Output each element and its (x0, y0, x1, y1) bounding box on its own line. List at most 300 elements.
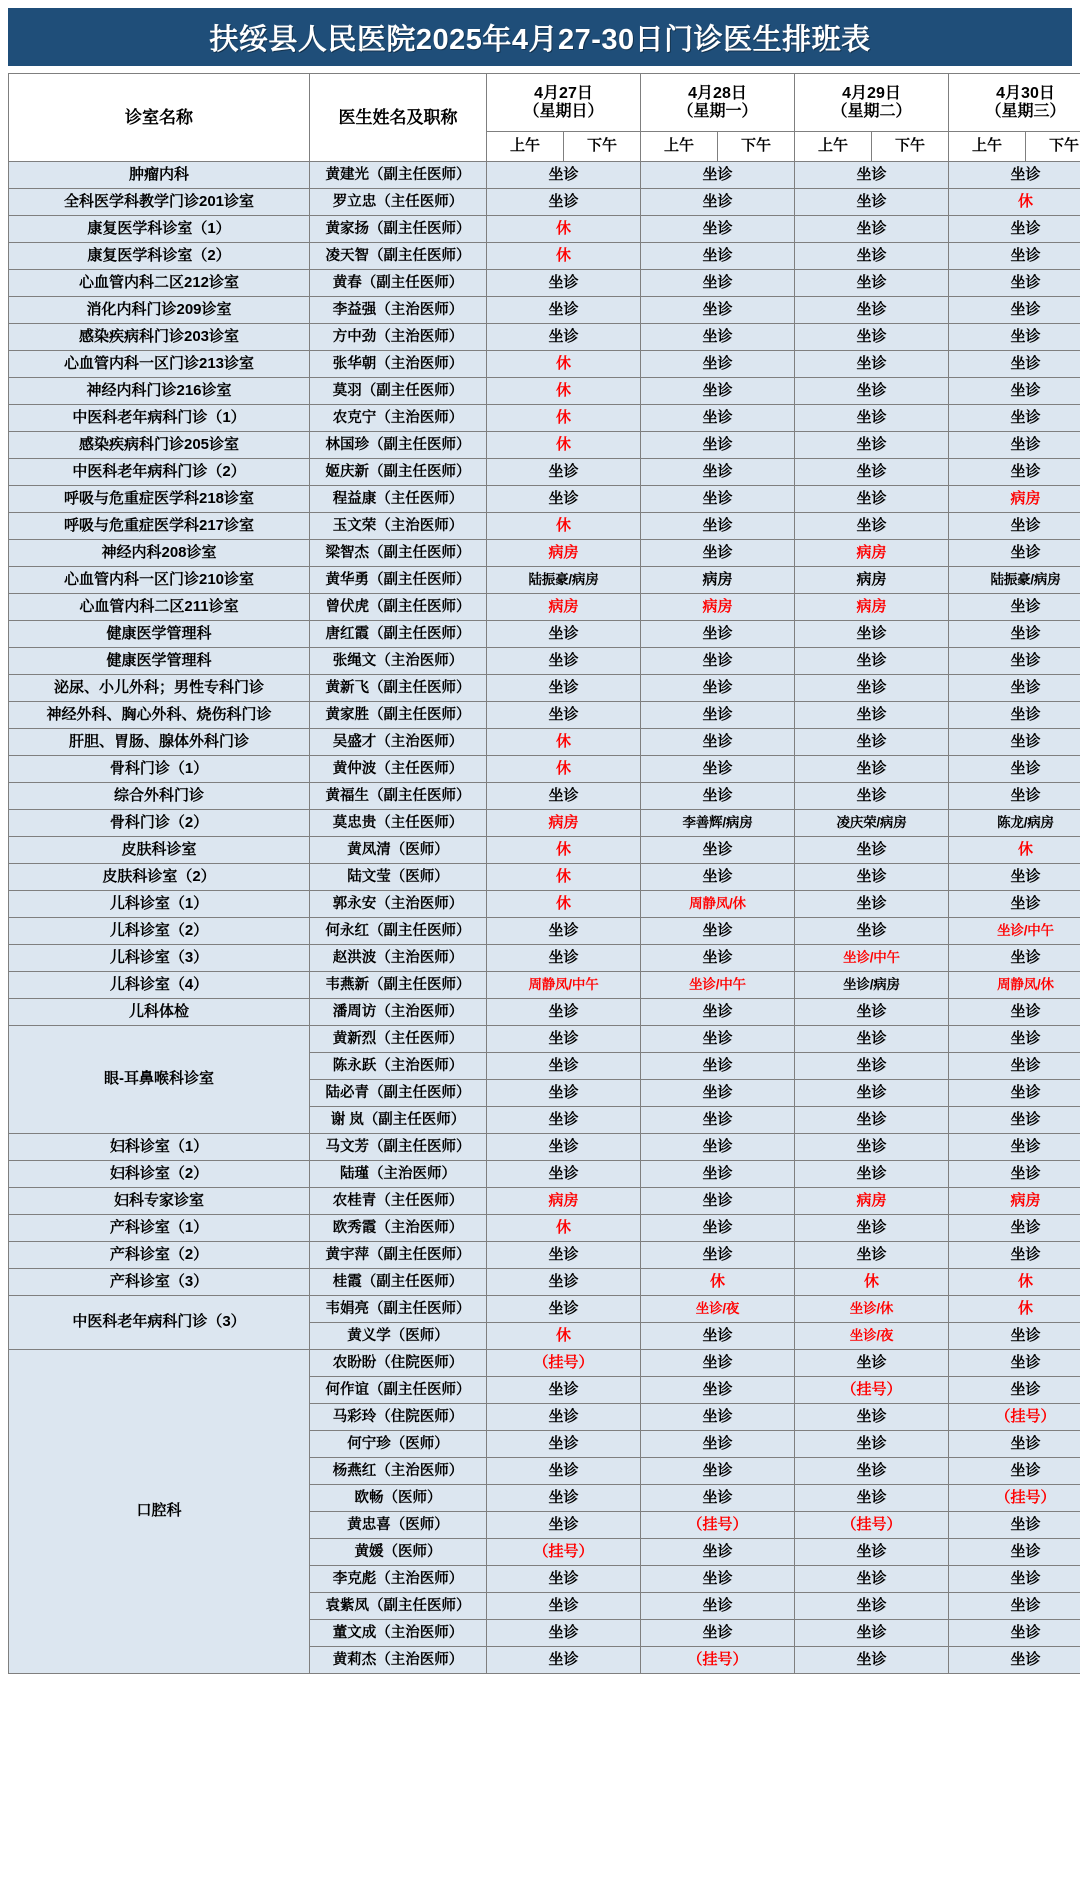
schedule-cell-day-1: 坐诊 (641, 783, 795, 810)
table-row (9, 1269, 1080, 1296)
dept-name-cell: 泌尿、小儿外科；男性专科门诊 (9, 675, 310, 702)
doctor-name-cell: 郭永安（主治医师） (310, 891, 487, 918)
doctor-name-cell: 方中劲（主治医师） (310, 324, 487, 351)
header-day-1-am: 上午 (641, 132, 718, 162)
schedule-cell-day-2: 坐诊 (795, 297, 949, 324)
schedule-cell-day-0: 坐诊 (487, 270, 641, 297)
table-row (9, 756, 1080, 783)
header-dept-column: 诊室名称 (9, 74, 310, 162)
schedule-cell-day-2: 病房 (795, 1188, 949, 1215)
schedule-cell-day-1: 坐诊 (641, 1188, 795, 1215)
schedule-cell-day-2: 凌庆荣/病房 (795, 810, 949, 837)
dept-name-cell: 产科诊室（3） (9, 1269, 310, 1296)
schedule-cell-day-3: 坐诊 (949, 432, 1080, 459)
dept-name-cell: 健康医学管理科 (9, 621, 310, 648)
dept-name-cell: 神经内科208诊室 (9, 540, 310, 567)
schedule-cell-day-2: 坐诊 (795, 486, 949, 513)
table-row (9, 945, 1080, 972)
schedule-cell-day-2: 坐诊 (795, 999, 949, 1026)
schedule-cell-day-1: 坐诊 (641, 189, 795, 216)
schedule-cell-day-3: 坐诊 (949, 1377, 1080, 1404)
schedule-cell-day-0: 坐诊 (487, 999, 641, 1026)
schedule-cell-day-1: 坐诊 (641, 1053, 795, 1080)
schedule-cell-day-1: 坐诊/中午 (641, 972, 795, 999)
dept-name-cell: 妇科诊室（2） (9, 1161, 310, 1188)
schedule-cell-day-0: 坐诊 (487, 945, 641, 972)
doctor-name-cell: 马文芳（副主任医师） (310, 1134, 487, 1161)
schedule-cell-day-0: （挂号） (487, 1539, 641, 1566)
schedule-cell-day-0: 休 (487, 1323, 641, 1350)
schedule-cell-day-3: 坐诊 (949, 1593, 1080, 1620)
doctor-name-cell: 黄春（副主任医师） (310, 270, 487, 297)
schedule-cell-day-1: 坐诊 (641, 243, 795, 270)
schedule-cell-day-2: 坐诊/休 (795, 1296, 949, 1323)
header-day-1-weekday: （星期一） (677, 102, 758, 120)
schedule-cell-day-3: 周静凤/休 (949, 972, 1080, 999)
schedule-cell-day-0: 坐诊 (487, 1593, 641, 1620)
dept-name-cell: 消化内科门诊209诊室 (9, 297, 310, 324)
schedule-cell-day-2: 坐诊/中午 (795, 945, 949, 972)
dept-name-cell: 产科诊室（2） (9, 1242, 310, 1269)
schedule-cell-day-2: 坐诊 (795, 405, 949, 432)
dept-name-cell: 呼吸与危重症医学科218诊室 (9, 486, 310, 513)
schedule-cell-day-2: 坐诊 (795, 189, 949, 216)
schedule-cell-day-1: 坐诊 (641, 1026, 795, 1053)
schedule-cell-day-1: 坐诊 (641, 756, 795, 783)
schedule-cell-day-3: 坐诊 (949, 1053, 1080, 1080)
doctor-name-cell: 谢 岚（副主任医师） (310, 1107, 487, 1134)
schedule-cell-day-3: （挂号） (949, 1404, 1080, 1431)
schedule-cell-day-0: 坐诊 (487, 1242, 641, 1269)
doctor-name-cell: 程益康（主任医师） (310, 486, 487, 513)
schedule-cell-day-2: 病房 (795, 540, 949, 567)
table-row (9, 459, 1080, 486)
schedule-cell-day-0: 坐诊 (487, 297, 641, 324)
schedule-cell-day-0: 休 (487, 837, 641, 864)
schedule-cell-day-3: 坐诊 (949, 675, 1080, 702)
schedule-cell-day-0: 坐诊 (487, 1107, 641, 1134)
doctor-name-cell: 黄宇萍（副主任医师） (310, 1242, 487, 1269)
schedule-cell-day-2: 休 (795, 1269, 949, 1296)
table-row (9, 1350, 1080, 1377)
schedule-cell-day-0: 坐诊 (487, 1485, 641, 1512)
schedule-cell-day-0: 休 (487, 729, 641, 756)
doctor-name-cell: 吴盛才（主治医师） (310, 729, 487, 756)
schedule-cell-day-3: 坐诊 (949, 1323, 1080, 1350)
schedule-cell-day-1: 坐诊 (641, 864, 795, 891)
schedule-cell-day-2: 坐诊 (795, 756, 949, 783)
doctor-name-cell: 李克彪（主治医师） (310, 1566, 487, 1593)
schedule-cell-day-2: 坐诊 (795, 621, 949, 648)
doctor-name-cell: 黄新飞（副主任医师） (310, 675, 487, 702)
schedule-cell-day-3: 病房 (949, 486, 1080, 513)
schedule-cell-day-3: 坐诊 (949, 297, 1080, 324)
doctor-name-cell: 黄家扬（副主任医师） (310, 216, 487, 243)
schedule-cell-day-0: 坐诊 (487, 621, 641, 648)
table-row (9, 189, 1080, 216)
doctor-name-cell: 黄仲波（主任医师） (310, 756, 487, 783)
doctor-name-cell: 凌天智（副主任医师） (310, 243, 487, 270)
schedule-cell-day-3: 休 (949, 837, 1080, 864)
schedule-cell-day-2: 坐诊 (795, 324, 949, 351)
schedule-cell-day-1: 坐诊 (641, 702, 795, 729)
schedule-cell-day-3: 休 (949, 1269, 1080, 1296)
schedule-cell-day-2: 坐诊 (795, 459, 949, 486)
dept-name-cell: 呼吸与危重症医学科217诊室 (9, 513, 310, 540)
schedule-cell-day-1: 坐诊 (641, 405, 795, 432)
table-row (9, 216, 1080, 243)
dept-name-cell: 康复医学科诊室（1） (9, 216, 310, 243)
doctor-name-cell: 陆瑾（主治医师） (310, 1161, 487, 1188)
schedule-cell-day-2: 坐诊 (795, 1134, 949, 1161)
page-title: 扶绥县人民医院2025年4月27-30日门诊医生排班表 (209, 23, 871, 56)
table-row (9, 675, 1080, 702)
doctor-name-cell: 姬庆新（副主任医师） (310, 459, 487, 486)
title-banner (8, 8, 1072, 66)
doctor-name-cell: 曾伏虎（副主任医师） (310, 594, 487, 621)
schedule-cell-day-0: 休 (487, 891, 641, 918)
schedule-cell-day-3: 坐诊/中午 (949, 918, 1080, 945)
table-row (9, 1188, 1080, 1215)
schedule-cell-day-0: 坐诊 (487, 675, 641, 702)
schedule-cell-day-2: 坐诊 (795, 432, 949, 459)
schedule-cell-day-0: 坐诊 (487, 1458, 641, 1485)
schedule-cell-day-3: 坐诊 (949, 999, 1080, 1026)
schedule-cell-day-0: 坐诊 (487, 1134, 641, 1161)
doctor-name-cell: 黄忠喜（医师） (310, 1512, 487, 1539)
dept-name-cell: 骨科门诊（2） (9, 810, 310, 837)
doctor-name-cell: 黄义学（医师） (310, 1323, 487, 1350)
dept-name-cell: 中医科老年病科门诊（2） (9, 459, 310, 486)
header-day-0-weekday: （星期日） (523, 102, 604, 120)
schedule-cell-day-3: 坐诊 (949, 648, 1080, 675)
schedule-cell-day-0: 坐诊 (487, 1620, 641, 1647)
schedule-cell-day-3: 坐诊 (949, 1080, 1080, 1107)
schedule-cell-day-2: 坐诊 (795, 1647, 949, 1674)
doctor-name-cell: 莫忠贵（主任医师） (310, 810, 487, 837)
header-day-1 (641, 74, 795, 132)
schedule-cell-day-3: 休 (949, 1296, 1080, 1323)
schedule-cell-day-2: 坐诊 (795, 216, 949, 243)
doctor-name-cell: 陆文莹（医师） (310, 864, 487, 891)
schedule-cell-day-2: 坐诊 (795, 1053, 949, 1080)
table-row (9, 243, 1080, 270)
schedule-cell-day-1: 坐诊 (641, 999, 795, 1026)
schedule-cell-day-0: 病房 (487, 1188, 641, 1215)
dept-name-cell: 肿瘤内科 (9, 162, 310, 189)
schedule-cell-day-0: 坐诊 (487, 324, 641, 351)
header-day-0-date: 4月27日 (534, 84, 593, 102)
schedule-cell-day-1: 坐诊 (641, 648, 795, 675)
doctor-name-cell: 赵洪波（主治医师） (310, 945, 487, 972)
schedule-cell-day-1: 坐诊 (641, 1539, 795, 1566)
schedule-cell-day-1: 周静凤/休 (641, 891, 795, 918)
table-row (9, 1242, 1080, 1269)
dept-name-cell: 皮肤科诊室（2） (9, 864, 310, 891)
dept-name-cell: 眼-耳鼻喉科诊室 (9, 1026, 310, 1134)
dept-name-cell: 全科医学科教学门诊201诊室 (9, 189, 310, 216)
schedule-cell-day-3: 坐诊 (949, 162, 1080, 189)
table-row (9, 972, 1080, 999)
header-day-1-date: 4月28日 (688, 84, 747, 102)
doctor-name-cell: 桂霞（副主任医师） (310, 1269, 487, 1296)
doctor-name-cell: 黄建光（副主任医师） (310, 162, 487, 189)
table-row (9, 729, 1080, 756)
dept-name-cell: 儿科诊室（1） (9, 891, 310, 918)
schedule-cell-day-3: 坐诊 (949, 270, 1080, 297)
table-row (9, 594, 1080, 621)
schedule-cell-day-3: 坐诊 (949, 378, 1080, 405)
schedule-cell-day-1: 休 (641, 1269, 795, 1296)
doctor-name-cell: 黄凤清（医师） (310, 837, 487, 864)
schedule-cell-day-1: 病房 (641, 594, 795, 621)
schedule-cell-day-1: 坐诊 (641, 486, 795, 513)
schedule-cell-day-0: 坐诊 (487, 1566, 641, 1593)
schedule-cell-day-2: 坐诊 (795, 1431, 949, 1458)
schedule-cell-day-3: 坐诊 (949, 702, 1080, 729)
schedule-cell-day-2: 坐诊 (795, 1404, 949, 1431)
header-day-3 (949, 74, 1080, 132)
doctor-name-cell: 黄新烈（主任医师） (310, 1026, 487, 1053)
schedule-cell-day-0: 病房 (487, 594, 641, 621)
dept-name-cell: 心血管内科二区211诊室 (9, 594, 310, 621)
dept-name-cell: 神经内科门诊216诊室 (9, 378, 310, 405)
schedule-cell-day-1: 李善辉/病房 (641, 810, 795, 837)
schedule-cell-day-1: 坐诊 (641, 1593, 795, 1620)
table-row (9, 1026, 1080, 1053)
dept-name-cell: 肝胆、胃肠、腺体外科门诊 (9, 729, 310, 756)
schedule-cell-day-0: 休 (487, 216, 641, 243)
table-row (9, 378, 1080, 405)
schedule-cell-day-2: 坐诊 (795, 1458, 949, 1485)
dept-name-cell: 神经外科、胸心外科、烧伤科门诊 (9, 702, 310, 729)
schedule-cell-day-0: 坐诊 (487, 918, 641, 945)
schedule-cell-day-1: 坐诊 (641, 729, 795, 756)
table-row (9, 567, 1080, 594)
doctor-name-cell: 潘周访（主治医师） (310, 999, 487, 1026)
schedule-cell-day-2: 坐诊 (795, 648, 949, 675)
schedule-cell-day-1: 病房 (641, 567, 795, 594)
schedule-cell-day-0: 坐诊 (487, 1296, 641, 1323)
doctor-name-cell: 何永红（副主任医师） (310, 918, 487, 945)
schedule-cell-day-1: 坐诊 (641, 459, 795, 486)
table-row (9, 513, 1080, 540)
schedule-cell-day-3: （挂号） (949, 1485, 1080, 1512)
schedule-cell-day-2: 坐诊 (795, 864, 949, 891)
schedule-cell-day-1: 坐诊 (641, 1566, 795, 1593)
schedule-cell-day-0: 休 (487, 243, 641, 270)
schedule-cell-day-0: 坐诊 (487, 1647, 641, 1674)
schedule-cell-day-2: 坐诊 (795, 702, 949, 729)
schedule-cell-day-2: 病房 (795, 594, 949, 621)
schedule-cell-day-1: 坐诊 (641, 1242, 795, 1269)
schedule-cell-day-0: 坐诊 (487, 459, 641, 486)
table-row (9, 621, 1080, 648)
schedule-cell-day-1: 坐诊 (641, 324, 795, 351)
header-day-2-am: 上午 (795, 132, 872, 162)
dept-name-cell: 妇科诊室（1） (9, 1134, 310, 1161)
schedule-cell-day-1: 坐诊 (641, 675, 795, 702)
header-row-primary (9, 74, 1080, 132)
schedule-cell-day-1: 坐诊 (641, 1323, 795, 1350)
schedule-cell-day-1: 坐诊 (641, 432, 795, 459)
table-row (9, 1134, 1080, 1161)
schedule-cell-day-2: 坐诊 (795, 837, 949, 864)
table-row (9, 1161, 1080, 1188)
schedule-cell-day-1: 坐诊 (641, 1350, 795, 1377)
schedule-cell-day-1: 坐诊 (641, 1134, 795, 1161)
schedule-cell-day-3: 坐诊 (949, 540, 1080, 567)
schedule-cell-day-3: 休 (949, 189, 1080, 216)
schedule-cell-day-1: 坐诊 (641, 1431, 795, 1458)
doctor-name-cell: 杨燕红（主治医师） (310, 1458, 487, 1485)
table-row (9, 432, 1080, 459)
schedule-cell-day-3: 坐诊 (949, 1134, 1080, 1161)
schedule-cell-day-0: 坐诊 (487, 1026, 641, 1053)
schedule-cell-day-3: 坐诊 (949, 459, 1080, 486)
schedule-cell-day-1: 坐诊 (641, 945, 795, 972)
doctor-name-cell: 黄华勇（副主任医师） (310, 567, 487, 594)
schedule-cell-day-0: 休 (487, 405, 641, 432)
schedule-cell-day-2: 坐诊 (795, 783, 949, 810)
schedule-cell-day-3: 陈龙/病房 (949, 810, 1080, 837)
schedule-cell-day-3: 坐诊 (949, 405, 1080, 432)
schedule-cell-day-2: 坐诊 (795, 729, 949, 756)
dept-name-cell: 心血管内科二区212诊室 (9, 270, 310, 297)
dept-name-cell: 儿科诊室（2） (9, 918, 310, 945)
schedule-cell-day-3: 坐诊 (949, 1350, 1080, 1377)
dept-name-cell: 口腔科 (9, 1350, 310, 1674)
schedule-cell-day-3: 坐诊 (949, 1458, 1080, 1485)
doctor-name-cell: 罗立忠（主任医师） (310, 189, 487, 216)
dept-name-cell: 健康医学管理科 (9, 648, 310, 675)
table-row (9, 810, 1080, 837)
schedule-cell-day-3: 坐诊 (949, 1026, 1080, 1053)
schedule-cell-day-2: 坐诊 (795, 918, 949, 945)
schedule-cell-day-1: 坐诊 (641, 1080, 795, 1107)
schedule-cell-day-3: 坐诊 (949, 216, 1080, 243)
doctor-name-cell: 唐红霞（副主任医师） (310, 621, 487, 648)
schedule-cell-day-2: 坐诊 (795, 1485, 949, 1512)
doctor-name-cell: 黄媛（医师） (310, 1539, 487, 1566)
doctor-name-cell: 欧畅（医师） (310, 1485, 487, 1512)
schedule-cell-day-1: 坐诊 (641, 162, 795, 189)
doctor-name-cell: 韦燕新（副主任医师） (310, 972, 487, 999)
schedule-cell-day-1: 坐诊 (641, 297, 795, 324)
schedule-cell-day-0: 坐诊 (487, 189, 641, 216)
schedule-cell-day-2: 坐诊 (795, 351, 949, 378)
schedule-cell-day-0: 病房 (487, 540, 641, 567)
table-row (9, 1215, 1080, 1242)
header-day-3-pm: 下午 (1026, 132, 1080, 162)
dept-name-cell: 儿科体检 (9, 999, 310, 1026)
schedule-cell-day-3: 坐诊 (949, 864, 1080, 891)
header-day-3-am: 上午 (949, 132, 1026, 162)
dept-name-cell: 产科诊室（1） (9, 1215, 310, 1242)
table-row (9, 1296, 1080, 1323)
doctor-name-cell: 莫羽（副主任医师） (310, 378, 487, 405)
doctor-name-cell: 袁紫凤（副主任医师） (310, 1593, 487, 1620)
schedule-cell-day-1: 坐诊 (641, 216, 795, 243)
schedule-cell-day-3: 坐诊 (949, 891, 1080, 918)
doctor-name-cell: 黄家胜（副主任医师） (310, 702, 487, 729)
doctor-name-cell: 何作谊（副主任医师） (310, 1377, 487, 1404)
schedule-cell-day-2: 坐诊 (795, 378, 949, 405)
doctor-name-cell: 陆必青（副主任医师） (310, 1080, 487, 1107)
schedule-cell-day-3: 坐诊 (949, 1107, 1080, 1134)
schedule-cell-day-0: 陆振豪/病房 (487, 567, 641, 594)
schedule-cell-day-3: 坐诊 (949, 756, 1080, 783)
schedule-cell-day-3: 坐诊 (949, 351, 1080, 378)
schedule-cell-day-3: 坐诊 (949, 324, 1080, 351)
table-row (9, 486, 1080, 513)
schedule-cell-day-2: 坐诊 (795, 513, 949, 540)
doctor-name-cell: 农桂青（主任医师） (310, 1188, 487, 1215)
schedule-cell-day-3: 坐诊 (949, 1566, 1080, 1593)
header-day-1-pm: 下午 (718, 132, 795, 162)
table-row (9, 891, 1080, 918)
schedule-cell-day-2: 坐诊 (795, 243, 949, 270)
schedule-cell-day-0: 休 (487, 351, 641, 378)
schedule-cell-day-0: 坐诊 (487, 1053, 641, 1080)
schedule-cell-day-1: 坐诊 (641, 621, 795, 648)
schedule-cell-day-2: 坐诊 (795, 1350, 949, 1377)
schedule-cell-day-3: 坐诊 (949, 243, 1080, 270)
schedule-cell-day-0: 休 (487, 513, 641, 540)
dept-name-cell: 心血管内科一区门诊213诊室 (9, 351, 310, 378)
schedule-cell-day-2: 坐诊 (795, 1215, 949, 1242)
schedule-cell-day-3: 坐诊 (949, 594, 1080, 621)
schedule-cell-day-0: 坐诊 (487, 162, 641, 189)
doctor-name-cell: 张华朝（主治医师） (310, 351, 487, 378)
schedule-cell-day-3: 坐诊 (949, 783, 1080, 810)
schedule-cell-day-1: 坐诊 (641, 1485, 795, 1512)
doctor-name-cell: 林国珍（副主任医师） (310, 432, 487, 459)
schedule-cell-day-1: 坐诊 (641, 1458, 795, 1485)
schedule-cell-day-2: 坐诊 (795, 1080, 949, 1107)
header-day-2-pm: 下午 (872, 132, 949, 162)
dept-name-cell: 儿科诊室（3） (9, 945, 310, 972)
schedule-cell-day-0: 休 (487, 864, 641, 891)
schedule-cell-day-2: （挂号） (795, 1377, 949, 1404)
schedule-cell-day-0: 坐诊 (487, 1404, 641, 1431)
schedule-cell-day-1: 坐诊 (641, 351, 795, 378)
header-day-2-date: 4月29日 (842, 84, 901, 102)
header-day-0-am: 上午 (487, 132, 564, 162)
schedule-cell-day-3: 陆振豪/病房 (949, 567, 1080, 594)
schedule-cell-day-3: 坐诊 (949, 513, 1080, 540)
table-row (9, 405, 1080, 432)
schedule-cell-day-2: 坐诊/病房 (795, 972, 949, 999)
schedule-cell-day-0: 坐诊 (487, 486, 641, 513)
table-row (9, 648, 1080, 675)
doctor-name-cell: 黄莉杰（主治医师） (310, 1647, 487, 1674)
table-header (9, 74, 1080, 162)
schedule-cell-day-1: 坐诊 (641, 1404, 795, 1431)
schedule-cell-day-0: 坐诊 (487, 702, 641, 729)
header-day-2 (795, 74, 949, 132)
schedule-cell-day-0: 坐诊 (487, 1161, 641, 1188)
schedule-cell-day-3: 病房 (949, 1188, 1080, 1215)
table-row (9, 297, 1080, 324)
table-row (9, 864, 1080, 891)
doctor-name-cell: 欧秀霞（主治医师） (310, 1215, 487, 1242)
doctor-name-cell: 董文成（主治医师） (310, 1620, 487, 1647)
schedule-cell-day-3: 坐诊 (949, 1512, 1080, 1539)
dept-name-cell: 骨科门诊（1） (9, 756, 310, 783)
schedule-cell-day-1: 坐诊 (641, 1620, 795, 1647)
schedule-cell-day-0: 坐诊 (487, 1080, 641, 1107)
